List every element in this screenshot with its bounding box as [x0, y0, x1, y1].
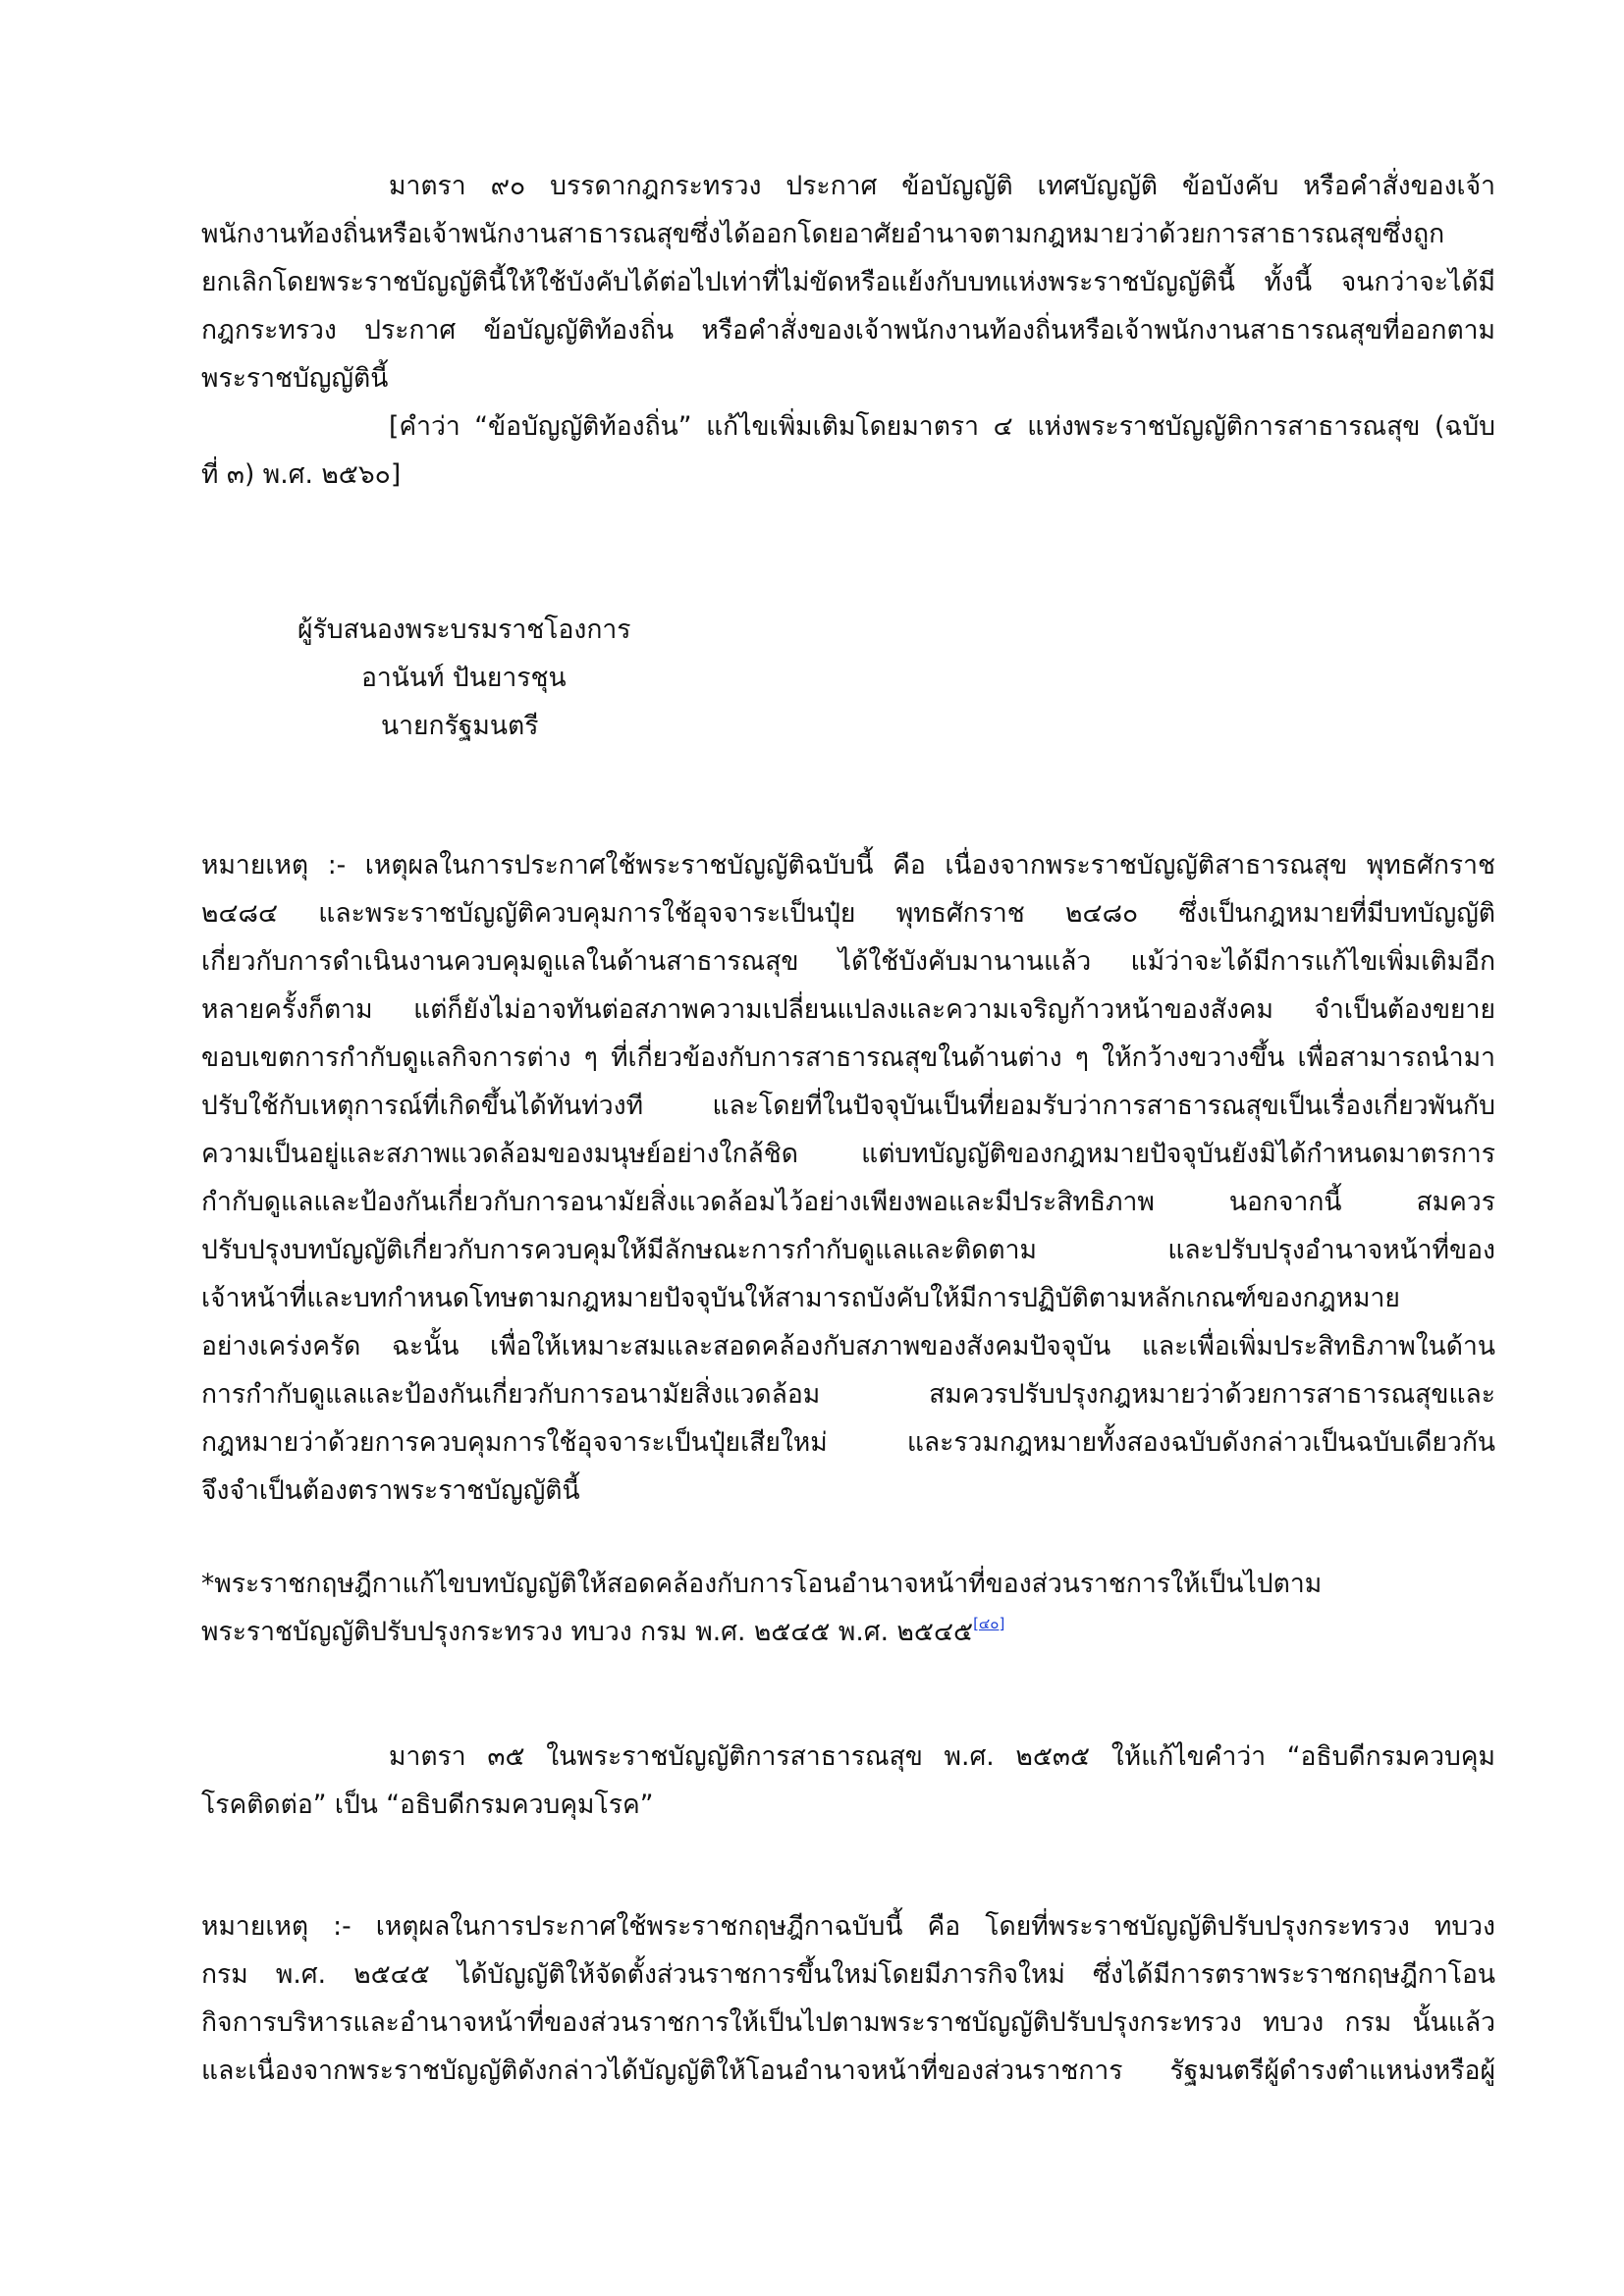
remark-1-line-1: หมายเหตุ :- เหตุผลในการประกาศใช้พระราชบัญญัติฉบับนี้ คือ เนื่องจากพระราชบัญญัติสาธารณสุข พุทธศักราช — [201, 850, 1495, 881]
amendment-note-line-1: [คำว่า “ข้อบัญญัติท้องถิ่น” แก้ไขเพิ่มเติมโดยมาตรา ๔ แห่งพระราชบัญญัติการสาธารณสุข (ฉบับ — [389, 411, 1495, 442]
section-90-line-5: พระราชบัญญัตินี้ — [201, 363, 389, 394]
decree-line-2-text: พระราชบัญญัติปรับปรุงกระทรวง ทบวง กรม พ.ศ. ๒๕๔๕ พ.ศ. ๒๕๔๕ — [201, 1617, 974, 1647]
remark-2-line-3: กิจการบริหารและอำนาจหน้าที่ของส่วนราชการให้เป็นไปตามพระราชบัญญัติปรับปรุงกระทรวง ทบวง กรม นั้นแล้ว — [201, 2007, 1495, 2038]
footnote-link[interactable]: [๔๐] — [973, 1615, 1005, 1632]
remark-1-line-10: เจ้าหน้าที่และบทกำหนดโทษตามกฎหมายปัจจุบันให้สามารถบังคับให้มีการปฏิบัติตามหลักเกณฑ์ของกฎหมาย — [201, 1283, 1400, 1313]
amendment-note-line-2: ที่ ๓) พ.ศ. ๒๕๖๐] — [201, 459, 402, 490]
remark-2-line-4: และเนื่องจากพระราชบัญญัติดังกล่าวได้บัญญัติให้โอนอำนาจหน้าที่ของส่วนราชการ รัฐมนตรีผู้ดำรงตำแหน่งหรือผู้ — [201, 2056, 1495, 2086]
remark-1-line-3: เกี่ยวกับการดำเนินงานควบคุมดูแลในด้านสาธารณสุข ได้ใช้บังคับมานานแล้ว แม้ว่าจะได้มีการแก้ไขเพิ่มเติมอีก — [201, 946, 1495, 977]
remark-1-line-8: กำกับดูแลและป้องกันเกี่ยวกับการอนามัยสิ่งแวดล้อมไว้อย่างเพียงพอและมีประสิทธิภาพ นอกจากนี้ สมควร — [201, 1187, 1495, 1217]
remark-1-line-11: อย่างเคร่งครัด ฉะนั้น เพื่อให้เหมาะสมและสอดคล้องกับสภาพของสังคมปัจจุบัน และเพื่อเพิ่มประสิทธิภาพในด้าน — [201, 1331, 1495, 1362]
decree-line-2 — [201, 1611, 1495, 1654]
remark-1-line-7: ความเป็นอยู่และสภาพแวดล้อมของมนุษย์อย่างใกล้ชิด แต่บทบัญญัติของกฎหมายปัจจุบันยังมิได้กำหนดมาตรการ — [201, 1139, 1495, 1169]
remark-1-line-9: ปรับปรุงบทบัญญัติเกี่ยวกับการควบคุมให้มีลักษณะการกำกับดูแลและติดตาม และปรับปรุงอำนาจหน้าที่ของ — [201, 1235, 1495, 1265]
remark-1-line-2: ๒๔๘๔ และพระราชบัญญัติควบคุมการใช้อุจจาระเป็นปุ๋ย พุทธศักราช ๒๔๘๐ ซึ่งเป็นกฎหมายที่มีบทบัญญัติ — [201, 898, 1495, 929]
signatory-name: อานันท์ ปันยารชุน — [361, 663, 567, 693]
section-90-line-1: มาตรา ๙๐ บรรดากฎกระทรวง ประกาศ ข้อบัญญัติ เทศบัญญัติ ข้อบังคับ หรือคำสั่งของเจ้า — [389, 171, 1495, 201]
section-35-line-1: มาตรา ๓๕ ในพระราชบัญญัติการสาธารณสุข พ.ศ. ๒๕๓๕ ให้แก้ไขคำว่า “อธิบดีกรมควบคุม — [389, 1741, 1495, 1772]
remark-2-line-2: กรม พ.ศ. ๒๕๔๕ ได้บัญญัติให้จัดตั้งส่วนราชการขึ้นใหม่โดยมีภารกิจใหม่ ซึ่งได้มีการตราพระราชกฤษฎีกาโอน — [201, 1959, 1495, 1990]
section-90-line-3: ยกเลิกโดยพระราชบัญญัตินี้ให้ใช้บังคับได้ต่อไปเท่าที่ไม่ขัดหรือแย้งกับบทแห่งพระราชบัญญัตินี้ ทั้งนี้ จนกว่าจะได้มี — [201, 267, 1495, 297]
section-90-line-2: พนักงานท้องถิ่นหรือเจ้าพนักงานสาธารณสุขซึ่งได้ออกโดยอาศัยอำนาจตามกฎหมายว่าด้วยการสาธารณสุขซึ่งถูก — [201, 219, 1445, 249]
countersign-label: ผู้รับสนองพระบรมราชโองการ — [298, 614, 631, 645]
remark-1-line-4: หลายครั้งก็ตาม แต่ก็ยังไม่อาจทันต่อสภาพความเปลี่ยนแปลงและความเจริญก้าวหน้าของสังคม จำเป็นต้องขยาย — [201, 994, 1495, 1025]
section-35-line-2: โรคติดต่อ” เป็น “อธิบดีกรมควบคุมโรค” — [201, 1789, 654, 1820]
remark-1-line-6: ปรับใช้กับเหตุการณ์ที่เกิดขึ้นได้ทันท่วงที และโดยที่ในปัจจุบันเป็นที่ยอมรับว่าการสาธารณสุขเป็นเรื่องเกี่ยวพันกับ — [201, 1091, 1495, 1121]
signatory-position: นายกรัฐมนตรี — [381, 711, 539, 741]
decree-line-1: *พระราชกฤษฎีกาแก้ไขบทบัญญัติให้สอดคล้องกับการโอนอำนาจหน้าที่ของส่วนราชการให้เป็นไปตาม — [201, 1569, 1323, 1599]
remark-1-line-14: จึงจำเป็นต้องตราพระราชบัญญัตินี้ — [201, 1475, 580, 1506]
remark-1-line-5: ขอบเขตการกำกับดูแลกิจการต่าง ๆ ที่เกี่ยวข้องกับการสาธารณสุขในด้านต่าง ๆ ให้กว้างขวางขึ้น เพื่อสามารถนำมา — [201, 1042, 1495, 1073]
section-90-line-4: กฎกระทรวง ประกาศ ข้อบัญญัติท้องถิ่น หรือคำสั่งของเจ้าพนักงานท้องถิ่นหรือเจ้าพนักงานสาธารณสุขที่ออกตาม — [201, 315, 1495, 346]
remark-1-line-12: การกำกับดูแลและป้องกันเกี่ยวกับการอนามัยสิ่งแวดล้อม สมควรปรับปรุงกฎหมายว่าด้วยการสาธารณสุขและ — [201, 1379, 1495, 1410]
remark-2-line-1: หมายเหตุ :- เหตุผลในการประกาศใช้พระราชกฤษฎีกาฉบับนี้ คือ โดยที่พระราชบัญญัติปรับปรุงกระทรวง ทบวง — [201, 1911, 1495, 1942]
remark-1-line-13: กฎหมายว่าด้วยการควบคุมการใช้อุจจาระเป็นปุ๋ยเสียใหม่ และรวมกฎหมายทั้งสองฉบับดังกล่าวเป็นฉบับเดียวกัน — [201, 1427, 1495, 1458]
